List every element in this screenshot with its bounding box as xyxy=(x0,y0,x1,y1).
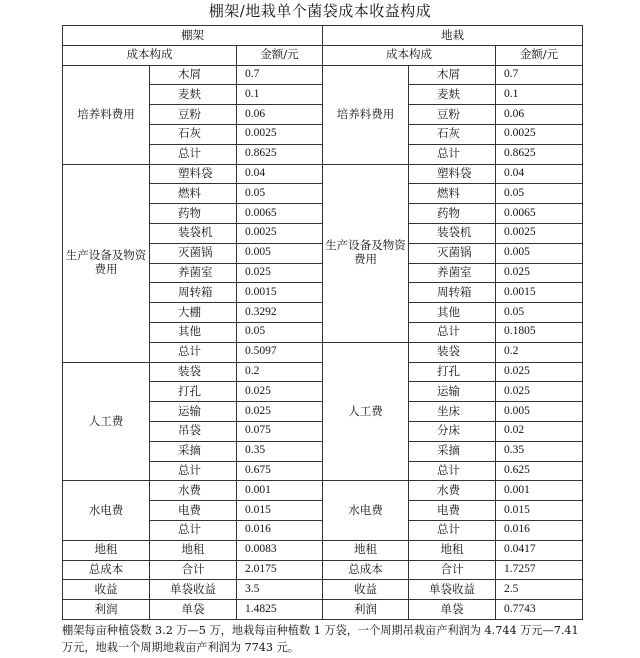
shed-item-cell: 大棚 xyxy=(150,303,237,323)
ground-item-cell: 电费 xyxy=(409,501,496,521)
shed-item-cell: 燃料 xyxy=(150,184,237,204)
ground-item-cell: 灭菌锅 xyxy=(409,243,496,263)
shed-amount-header: 金额/元 xyxy=(237,45,323,65)
shed-item-cell: 运输 xyxy=(150,402,237,422)
shed-item-cell: 打孔 xyxy=(150,382,237,402)
shed-amount-cell: 0.8625 xyxy=(237,144,323,164)
ground-amount-header: 金额/元 xyxy=(496,45,583,65)
shed-item-cell: 单袋 xyxy=(150,600,237,620)
ground-amount-cell: 0.7743 xyxy=(496,600,583,620)
shed-category-cell: 水电费 xyxy=(63,481,150,540)
shed-category-cell: 总成本 xyxy=(63,560,150,580)
ground-category-cell: 水电费 xyxy=(323,481,409,540)
ground-amount-cell: 0.025 xyxy=(496,362,583,382)
shed-item-cell: 吊袋 xyxy=(150,421,237,441)
shed-amount-cell: 0.04 xyxy=(237,164,323,184)
shed-amount-cell: 0.7 xyxy=(237,65,323,85)
ground-item-cell: 总计 xyxy=(409,461,496,481)
ground-amount-cell: 0.8625 xyxy=(496,144,583,164)
ground-category-cell: 利润 xyxy=(323,600,409,620)
footnote: 棚架每亩种植袋数 3.2 万—5 万，地栽每亩种植数 1 万袋，一个周期吊栽亩产利润为 4.744 万元—7.41 万元，地栽一个周期地栽亩产利润为 7743 元。 xyxy=(62,624,579,654)
ground-item-cell: 合计 xyxy=(409,560,496,580)
shed-amount-cell: 0.0025 xyxy=(237,124,323,144)
shed-item-cell: 木屑 xyxy=(150,65,237,85)
ground-item-cell: 地租 xyxy=(409,540,496,560)
ground-cost-composition-header: 成本构成 xyxy=(323,45,496,65)
ground-amount-cell: 2.5 xyxy=(496,580,583,600)
ground-amount-cell: 0.0417 xyxy=(496,540,583,560)
shed-item-cell: 电费 xyxy=(150,501,237,521)
shed-cost-composition-header: 成本构成 xyxy=(63,45,237,65)
shed-item-cell: 总计 xyxy=(150,144,237,164)
ground-category-cell: 总成本 xyxy=(323,560,409,580)
ground-item-cell: 打孔 xyxy=(409,362,496,382)
shed-item-cell: 石灰 xyxy=(150,124,237,144)
shed-amount-cell: 0.06 xyxy=(237,105,323,125)
ground-category-cell: 地租 xyxy=(323,540,409,560)
ground-amount-cell: 0.016 xyxy=(496,520,583,540)
shed-amount-cell: 0.025 xyxy=(237,402,323,422)
ground-item-cell: 木屑 xyxy=(409,65,496,85)
ground-amount-cell: 1.7257 xyxy=(496,560,583,580)
ground-item-cell: 坐床 xyxy=(409,402,496,422)
ground-amount-cell: 0.625 xyxy=(496,461,583,481)
shed-item-cell: 装袋机 xyxy=(150,223,237,243)
document-title: 棚架/地栽单个菌袋成本收益构成 xyxy=(208,2,432,20)
table-row xyxy=(63,600,583,620)
ground-amount-cell: 0.0015 xyxy=(496,283,583,303)
ground-amount-cell: 0.35 xyxy=(496,441,583,461)
shed-item-cell: 灭菌锅 xyxy=(150,243,237,263)
shed-amount-cell: 2.0175 xyxy=(237,560,323,580)
ground-item-cell: 塑料袋 xyxy=(409,164,496,184)
table-row xyxy=(63,65,583,85)
shed-amount-cell: 0.016 xyxy=(237,520,323,540)
ground-item-cell: 豆粉 xyxy=(409,105,496,125)
ground-item-cell: 其他 xyxy=(409,303,496,323)
shed-item-cell: 总计 xyxy=(150,342,237,362)
ground-item-cell: 总计 xyxy=(409,520,496,540)
ground-item-cell: 单袋 xyxy=(409,600,496,620)
ground-item-cell: 燃料 xyxy=(409,184,496,204)
ground-amount-cell: 0.05 xyxy=(496,184,583,204)
shed-amount-cell: 0.675 xyxy=(237,461,323,481)
shed-amount-cell: 0.1 xyxy=(237,85,323,105)
shed-item-cell: 药物 xyxy=(150,204,237,224)
ground-item-cell: 运输 xyxy=(409,382,496,402)
shed-item-cell: 养菌室 xyxy=(150,263,237,283)
ground-amount-cell: 0.2 xyxy=(496,342,583,362)
ground-amount-cell: 0.0065 xyxy=(496,204,583,224)
header-row-2 xyxy=(63,45,583,65)
ground-item-cell: 单袋收益 xyxy=(409,580,496,600)
ground-amount-cell: 0.0025 xyxy=(496,124,583,144)
shed-amount-cell: 0.05 xyxy=(237,184,323,204)
shed-category-cell: 生产设备及物资费用 xyxy=(63,164,150,362)
shed-amount-cell: 0.075 xyxy=(237,421,323,441)
shed-item-cell: 塑料袋 xyxy=(150,164,237,184)
shed-amount-cell: 0.005 xyxy=(237,243,323,263)
shed-item-cell: 单袋收益 xyxy=(150,580,237,600)
ground-amount-cell: 0.025 xyxy=(496,382,583,402)
ground-item-cell: 采摘 xyxy=(409,441,496,461)
shed-amount-cell: 0.35 xyxy=(237,441,323,461)
shed-amount-cell: 0.025 xyxy=(237,382,323,402)
ground-category-cell: 人工费 xyxy=(323,342,409,481)
shed-item-cell: 采摘 xyxy=(150,441,237,461)
ground-amount-cell: 0.1 xyxy=(496,85,583,105)
shed-amount-cell: 3.5 xyxy=(237,580,323,600)
table-row xyxy=(63,481,583,501)
shed-item-cell: 地租 xyxy=(150,540,237,560)
shed-amount-cell: 0.5097 xyxy=(237,342,323,362)
ground-amount-cell: 0.025 xyxy=(496,263,583,283)
cost-table xyxy=(62,25,583,620)
shed-amount-cell: 0.0025 xyxy=(237,223,323,243)
ground-item-cell: 装袋机 xyxy=(409,223,496,243)
ground-category-cell: 收益 xyxy=(323,580,409,600)
table-row xyxy=(63,164,583,184)
shed-category-cell: 培养料费用 xyxy=(63,65,150,164)
ground-item-cell: 麦麸 xyxy=(409,85,496,105)
ground-item-cell: 总计 xyxy=(409,144,496,164)
ground-header: 地栽 xyxy=(323,26,583,46)
table-row xyxy=(63,580,583,600)
shed-amount-cell: 0.0065 xyxy=(237,204,323,224)
ground-amount-cell: 0.7 xyxy=(496,65,583,85)
shed-item-cell: 麦麸 xyxy=(150,85,237,105)
shed-amount-cell: 0.0015 xyxy=(237,283,323,303)
ground-amount-cell: 0.02 xyxy=(496,421,583,441)
shed-amount-cell: 0.2 xyxy=(237,362,323,382)
ground-amount-cell: 0.015 xyxy=(496,501,583,521)
shed-amount-cell: 0.015 xyxy=(237,501,323,521)
shed-item-cell: 总计 xyxy=(150,520,237,540)
ground-amount-cell: 0.06 xyxy=(496,105,583,125)
shed-item-cell: 其他 xyxy=(150,322,237,342)
shed-header: 棚架 xyxy=(63,26,323,46)
shed-item-cell: 豆粉 xyxy=(150,105,237,125)
ground-category-cell: 生产设备及物资费用 xyxy=(323,164,409,342)
shed-category-cell: 收益 xyxy=(63,580,150,600)
ground-item-cell: 药物 xyxy=(409,204,496,224)
ground-item-cell: 装袋 xyxy=(409,342,496,362)
shed-item-cell: 合计 xyxy=(150,560,237,580)
header-row-1 xyxy=(63,26,583,46)
shed-category-cell: 利润 xyxy=(63,600,150,620)
ground-item-cell: 水费 xyxy=(409,481,496,501)
ground-item-cell: 石灰 xyxy=(409,124,496,144)
ground-amount-cell: 0.005 xyxy=(496,243,583,263)
shed-amount-cell: 0.05 xyxy=(237,322,323,342)
ground-item-cell: 分床 xyxy=(409,421,496,441)
ground-amount-cell: 0.04 xyxy=(496,164,583,184)
ground-amount-cell: 0.0025 xyxy=(496,223,583,243)
shed-amount-cell: 0.3292 xyxy=(237,303,323,323)
shed-item-cell: 周转箱 xyxy=(150,283,237,303)
shed-item-cell: 总计 xyxy=(150,461,237,481)
ground-category-cell: 培养料费用 xyxy=(323,65,409,164)
ground-amount-cell: 0.05 xyxy=(496,303,583,323)
ground-item-cell: 总计 xyxy=(409,322,496,342)
ground-amount-cell: 0.001 xyxy=(496,481,583,501)
shed-amount-cell: 0.025 xyxy=(237,263,323,283)
shed-amount-cell: 1.4825 xyxy=(237,600,323,620)
shed-category-cell: 人工费 xyxy=(63,362,150,481)
shed-item-cell: 水费 xyxy=(150,481,237,501)
table-row xyxy=(63,560,583,580)
table-row xyxy=(63,540,583,560)
ground-item-cell: 养菌室 xyxy=(409,263,496,283)
shed-category-cell: 地租 xyxy=(63,540,150,560)
ground-amount-cell: 0.005 xyxy=(496,402,583,422)
ground-amount-cell: 0.1805 xyxy=(496,322,583,342)
shed-item-cell: 装袋 xyxy=(150,362,237,382)
shed-amount-cell: 0.0083 xyxy=(237,540,323,560)
cost-table-body xyxy=(63,26,583,620)
ground-item-cell: 周转箱 xyxy=(409,283,496,303)
shed-amount-cell: 0.001 xyxy=(237,481,323,501)
